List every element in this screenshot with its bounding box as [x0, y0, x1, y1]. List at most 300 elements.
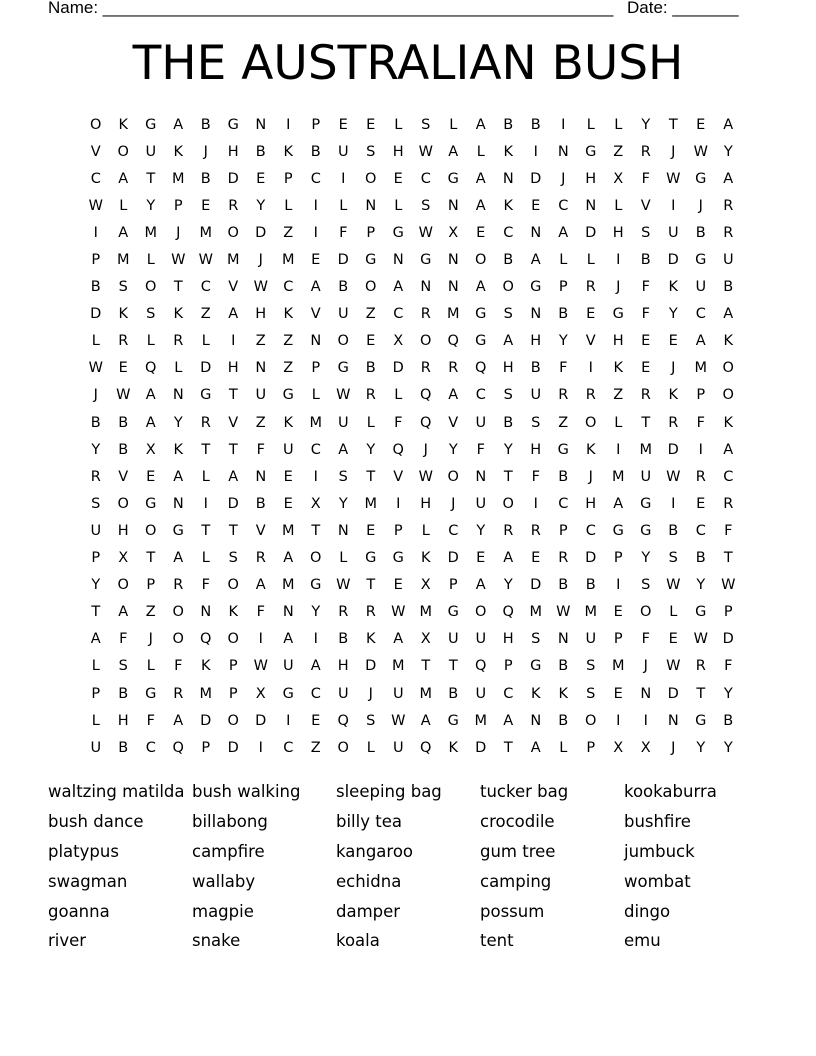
- grid-letter: S: [118, 658, 128, 675]
- grid-letter: I: [258, 739, 263, 756]
- grid-letter: U: [282, 441, 294, 458]
- grid-letter: Z: [613, 143, 624, 160]
- grid-letter: B: [558, 577, 569, 594]
- grid-letter: W: [556, 604, 571, 621]
- grid-letter: X: [640, 739, 651, 756]
- word-item: wombat: [624, 871, 691, 891]
- grid-letter: O: [447, 468, 459, 485]
- grid-letter: E: [613, 604, 623, 621]
- grid-letter: D: [530, 170, 542, 187]
- grid-letter: C: [393, 306, 404, 323]
- grid-letter: W: [391, 604, 406, 621]
- grid-letter: M: [611, 468, 625, 485]
- grid-letter: R: [530, 522, 541, 539]
- word-row: [48, 926, 768, 956]
- grid-letter: C: [448, 522, 459, 539]
- grid-letter: R: [173, 685, 184, 702]
- grid-letter: R: [695, 468, 706, 485]
- grid-letter: W: [666, 170, 681, 187]
- grid-letter: H: [420, 495, 432, 512]
- grid-letter: U: [90, 739, 102, 756]
- grid-letter: G: [337, 360, 349, 377]
- grid-letter: R: [420, 360, 431, 377]
- grid-letter: I: [616, 441, 621, 458]
- grid-letter: M: [309, 414, 322, 431]
- grid-letter: A: [503, 333, 514, 350]
- grid-letter: R: [448, 360, 459, 377]
- grid-letter: O: [475, 604, 487, 621]
- grid-letter: N: [530, 306, 542, 323]
- grid-letter: C: [310, 441, 321, 458]
- grid-letter: M: [281, 522, 295, 539]
- grid-letter: R: [723, 224, 734, 241]
- word-item: dingo: [624, 901, 671, 921]
- grid-letter: O: [117, 495, 129, 512]
- grid-letter: G: [695, 170, 707, 187]
- grid-letter: A: [475, 577, 486, 594]
- grid-letter: J: [671, 143, 676, 160]
- grid-letter: O: [585, 712, 597, 729]
- grid-letter: A: [503, 712, 514, 729]
- grid-letter: Q: [145, 360, 157, 377]
- grid-letter: A: [283, 550, 294, 567]
- grid-letter: P: [228, 658, 238, 675]
- grid-letter: M: [281, 252, 295, 269]
- grid-letter: Z: [613, 387, 624, 404]
- grid-letter: G: [447, 170, 459, 187]
- grid-letter: N: [337, 522, 349, 539]
- grid-letter: K: [283, 306, 293, 323]
- grid-row: [82, 328, 742, 355]
- grid-letter: F: [531, 468, 540, 485]
- grid-letter: E: [311, 252, 321, 269]
- grid-row: [82, 274, 742, 301]
- grid-letter: A: [118, 170, 129, 187]
- grid-letter: R: [640, 387, 651, 404]
- grid-letter: P: [696, 387, 706, 404]
- grid-letter: I: [698, 441, 703, 458]
- grid-letter: T: [696, 685, 706, 702]
- grid-letter: N: [557, 631, 569, 648]
- grid-letter: M: [584, 604, 597, 621]
- grid-letter: I: [616, 712, 621, 729]
- grid-letter: W: [88, 197, 103, 214]
- grid-letter: T: [366, 577, 376, 594]
- grid-letter: O: [475, 252, 487, 269]
- grid-letter: L: [119, 197, 128, 214]
- grid-letter: R: [695, 658, 706, 675]
- grid-letter: Z: [310, 739, 321, 756]
- grid-letter: D: [227, 739, 239, 756]
- grid-letter: B: [503, 116, 514, 133]
- grid-letter: B: [503, 252, 514, 269]
- grid-letter: H: [585, 170, 597, 187]
- grid-letter: P: [613, 550, 623, 567]
- grid-letter: P: [613, 631, 623, 648]
- word-item: damper: [336, 901, 401, 921]
- grid-letter: H: [117, 522, 129, 539]
- grid-letter: F: [394, 414, 403, 431]
- grid-letter: X: [145, 441, 156, 458]
- grid-letter: A: [228, 306, 239, 323]
- grid-letter: L: [449, 116, 458, 133]
- grid-letter: S: [146, 306, 156, 323]
- grid-letter: Z: [145, 604, 156, 621]
- grid-letter: Y: [173, 414, 183, 431]
- grid-letter: M: [226, 252, 240, 269]
- grid-letter: Y: [641, 550, 651, 567]
- grid-letter: A: [310, 658, 321, 675]
- grid-letter: L: [366, 739, 375, 756]
- grid-letter: W: [666, 577, 681, 594]
- grid-row: [82, 626, 742, 653]
- grid-letter: F: [641, 170, 650, 187]
- grid-letter: P: [91, 550, 101, 567]
- grid-letter: M: [529, 604, 542, 621]
- grid-letter: A: [475, 279, 486, 296]
- grid-letter: P: [146, 577, 156, 594]
- grid-letter: K: [173, 441, 183, 458]
- grid-letter: G: [392, 550, 404, 567]
- grid-letter: F: [559, 360, 568, 377]
- grid-letter: B: [90, 279, 101, 296]
- grid-letter: G: [585, 143, 597, 160]
- grid-letter: K: [173, 306, 183, 323]
- grid-letter: S: [668, 550, 678, 567]
- grid-letter: Y: [503, 441, 513, 458]
- grid-letter: N: [392, 252, 404, 269]
- grid-letter: O: [172, 604, 184, 621]
- grid-letter: N: [447, 279, 459, 296]
- word-row: [48, 866, 768, 896]
- grid-letter: O: [227, 712, 239, 729]
- grid-row: [82, 734, 742, 761]
- word-item: billy tea: [336, 812, 402, 832]
- grid-letter: M: [419, 604, 432, 621]
- grid-letter: D: [447, 550, 459, 567]
- grid-letter: L: [669, 604, 678, 621]
- grid-letter: Y: [503, 577, 513, 594]
- grid-letter: L: [201, 468, 210, 485]
- grid-letter: G: [310, 577, 322, 594]
- grid-letter: A: [475, 170, 486, 187]
- grid-letter: B: [310, 143, 321, 160]
- grid-letter: U: [337, 414, 349, 431]
- grid-letter: G: [530, 658, 542, 675]
- grid-letter: W: [253, 279, 268, 296]
- grid-letter: W: [721, 577, 736, 594]
- grid-letter: N: [255, 468, 267, 485]
- grid-letter: M: [116, 252, 130, 269]
- grid-letter: U: [392, 685, 404, 702]
- grid-letter: R: [365, 387, 376, 404]
- grid-letter: C: [310, 170, 321, 187]
- grid-row: [82, 301, 742, 328]
- grid-letter: O: [337, 739, 349, 756]
- grid-letter: L: [394, 197, 403, 214]
- grid-letter: J: [588, 468, 593, 485]
- grid-letter: E: [696, 116, 706, 133]
- grid-letter: T: [366, 468, 376, 485]
- grid-letter: U: [695, 279, 707, 296]
- grid-letter: Z: [283, 333, 294, 350]
- grid-letter: Y: [366, 441, 376, 458]
- grid-letter: G: [282, 685, 294, 702]
- grid-letter: A: [145, 414, 156, 431]
- grid-letter: D: [585, 550, 597, 567]
- grid-letter: A: [173, 712, 184, 729]
- grid-letter: N: [172, 495, 184, 512]
- grid-letter: S: [503, 306, 513, 323]
- grid-letter: N: [640, 685, 652, 702]
- grid-letter: A: [118, 224, 129, 241]
- grid-letter: T: [668, 116, 678, 133]
- grid-letter: N: [310, 333, 322, 350]
- grid-letter: E: [393, 577, 403, 594]
- grid-letter: L: [614, 116, 623, 133]
- grid-letter: I: [341, 170, 346, 187]
- grid-letter: D: [227, 495, 239, 512]
- grid-letter: L: [586, 252, 595, 269]
- grid-letter: T: [448, 658, 458, 675]
- grid-letter: K: [503, 197, 513, 214]
- grid-letter: J: [671, 739, 676, 756]
- grid-letter: K: [668, 387, 678, 404]
- grid-letter: I: [313, 468, 318, 485]
- grid-letter: D: [90, 306, 102, 323]
- grid-letter: U: [722, 252, 734, 269]
- grid-letter: B: [695, 550, 706, 567]
- grid-letter: D: [365, 658, 377, 675]
- grid-letter: T: [723, 550, 733, 567]
- grid-letter: I: [533, 495, 538, 512]
- grid-letter: R: [173, 577, 184, 594]
- grid-letter: Y: [668, 306, 678, 323]
- grid-letter: N: [585, 197, 597, 214]
- grid-letter: R: [503, 522, 514, 539]
- grid-letter: G: [447, 712, 459, 729]
- grid-row: [82, 192, 742, 219]
- grid-letter: S: [531, 414, 541, 431]
- grid-letter: K: [118, 306, 128, 323]
- grid-letter: O: [227, 577, 239, 594]
- grid-letter: W: [391, 712, 406, 729]
- grid-letter: K: [585, 441, 596, 458]
- grid-letter: T: [201, 441, 211, 458]
- grid-letter: K: [228, 604, 238, 621]
- grid-letter: M: [611, 658, 625, 675]
- grid-letter: E: [338, 116, 348, 133]
- grid-letter: G: [557, 441, 569, 458]
- grid-letter: P: [228, 685, 238, 702]
- word-item: billabong: [192, 812, 268, 832]
- grid-letter: G: [612, 306, 624, 323]
- grid-letter: A: [613, 495, 624, 512]
- grid-letter: W: [666, 658, 681, 675]
- grid-letter: T: [146, 550, 156, 567]
- grid-row: [82, 653, 742, 680]
- grid-letter: H: [392, 143, 404, 160]
- grid-letter: C: [503, 685, 514, 702]
- grid-letter: I: [671, 495, 676, 512]
- grid-letter: R: [723, 197, 734, 214]
- grid-letter: K: [503, 143, 513, 160]
- grid-letter: C: [558, 197, 569, 214]
- grid-letter: A: [118, 604, 129, 621]
- word-row: [48, 807, 768, 837]
- grid-letter: P: [91, 685, 101, 702]
- grid-letter: A: [173, 550, 184, 567]
- grid-letter: A: [283, 631, 294, 648]
- grid-letter: X: [420, 577, 431, 594]
- grid-letter: M: [446, 306, 460, 323]
- grid-letter: P: [311, 360, 321, 377]
- grid-letter: J: [93, 387, 98, 404]
- word-item: gum tree: [480, 841, 556, 861]
- grid-letter: A: [723, 170, 734, 187]
- grid-letter: B: [338, 631, 349, 648]
- grid-letter: N: [447, 197, 459, 214]
- grid-letter: J: [368, 685, 373, 702]
- word-item: echidna: [336, 871, 402, 891]
- grid-letter: T: [228, 387, 238, 404]
- grid-letter: F: [256, 441, 265, 458]
- grid-letter: C: [145, 739, 156, 756]
- grid-letter: T: [503, 468, 513, 485]
- grid-row: [82, 463, 742, 490]
- grid-letter: U: [337, 143, 349, 160]
- grid-letter: K: [668, 279, 678, 296]
- grid-letter: N: [667, 712, 679, 729]
- grid-letter: E: [366, 333, 376, 350]
- grid-letter: P: [558, 279, 568, 296]
- grid-row: [82, 111, 742, 138]
- grid-letter: E: [586, 306, 596, 323]
- grid-letter: D: [722, 631, 734, 648]
- grid-letter: B: [503, 414, 514, 431]
- grid-letter: Q: [420, 387, 432, 404]
- grid-letter: P: [558, 522, 568, 539]
- grid-letter: K: [530, 685, 541, 702]
- grid-letter: K: [558, 685, 568, 702]
- grid-letter: Y: [476, 522, 486, 539]
- grid-letter: E: [366, 116, 376, 133]
- grid-letter: M: [419, 685, 432, 702]
- grid-letter: U: [447, 631, 459, 648]
- grid-letter: B: [695, 224, 706, 241]
- grid-letter: G: [447, 604, 459, 621]
- grid-letter: H: [227, 143, 239, 160]
- grid-letter: L: [91, 658, 100, 675]
- grid-letter: E: [476, 550, 486, 567]
- grid-row: [82, 382, 742, 409]
- grid-letter: A: [393, 631, 404, 648]
- name-field-label: Name: ______________________________________________________: [48, 0, 614, 17]
- grid-letter: B: [255, 495, 266, 512]
- word-item: kangaroo: [336, 841, 414, 861]
- grid-letter: Z: [558, 414, 569, 431]
- grid-letter: O: [227, 631, 239, 648]
- grid-letter: N: [447, 252, 459, 269]
- grid-letter: R: [228, 197, 239, 214]
- grid-row: [82, 355, 742, 382]
- grid-letter: K: [420, 550, 431, 567]
- grid-letter: I: [231, 333, 236, 350]
- grid-letter: F: [724, 522, 733, 539]
- grid-letter: G: [392, 224, 404, 241]
- grid-letter: T: [641, 414, 651, 431]
- grid-letter: I: [286, 116, 291, 133]
- grid-letter: S: [228, 550, 238, 567]
- grid-letter: M: [474, 712, 487, 729]
- grid-letter: G: [282, 387, 294, 404]
- grid-letter: Q: [447, 333, 459, 350]
- grid-letter: N: [365, 197, 377, 214]
- grid-letter: I: [258, 631, 263, 648]
- word-item: snake: [192, 931, 241, 951]
- grid-letter: F: [641, 279, 650, 296]
- grid-letter: N: [557, 143, 569, 160]
- grid-letter: K: [365, 631, 376, 648]
- grid-letter: B: [530, 360, 541, 377]
- grid-letter: I: [588, 360, 593, 377]
- grid-letter: H: [227, 360, 239, 377]
- grid-letter: O: [420, 333, 432, 350]
- grid-letter: G: [145, 116, 157, 133]
- grid-letter: B: [558, 468, 569, 485]
- grid-letter: Y: [146, 197, 156, 214]
- grid-row: [82, 680, 742, 707]
- grid-letter: H: [530, 333, 542, 350]
- grid-letter: B: [255, 143, 266, 160]
- grid-letter: R: [585, 387, 596, 404]
- grid-letter: H: [502, 631, 514, 648]
- grid-letter: B: [723, 279, 734, 296]
- grid-letter: O: [145, 522, 157, 539]
- grid-letter: H: [612, 224, 624, 241]
- grid-letter: D: [392, 360, 404, 377]
- grid-letter: O: [640, 604, 652, 621]
- grid-letter: B: [118, 441, 129, 458]
- grid-letter: A: [723, 116, 734, 133]
- grid-letter: J: [148, 631, 153, 648]
- grid-letter: B: [558, 306, 569, 323]
- grid-letter: M: [281, 577, 295, 594]
- grid-letter: R: [90, 468, 101, 485]
- grid-letter: C: [90, 170, 101, 187]
- grid-letter: S: [531, 631, 541, 648]
- grid-letter: R: [173, 333, 184, 350]
- grid-letter: E: [613, 685, 623, 702]
- grid-letter: B: [723, 712, 734, 729]
- grid-letter: L: [586, 116, 595, 133]
- grid-letter: G: [420, 252, 432, 269]
- grid-letter: P: [586, 739, 596, 756]
- grid-letter: L: [476, 143, 485, 160]
- grid-letter: G: [227, 116, 239, 133]
- grid-letter: L: [339, 550, 348, 567]
- grid-letter: O: [310, 550, 322, 567]
- grid-letter: J: [561, 170, 566, 187]
- grid-letter: O: [365, 170, 377, 187]
- grid-letter: R: [200, 414, 211, 431]
- grid-letter: D: [667, 252, 679, 269]
- grid-letter: P: [723, 604, 733, 621]
- grid-letter: L: [394, 116, 403, 133]
- grid-letter: R: [365, 604, 376, 621]
- grid-letter: D: [200, 360, 212, 377]
- grid-letter: H: [502, 360, 514, 377]
